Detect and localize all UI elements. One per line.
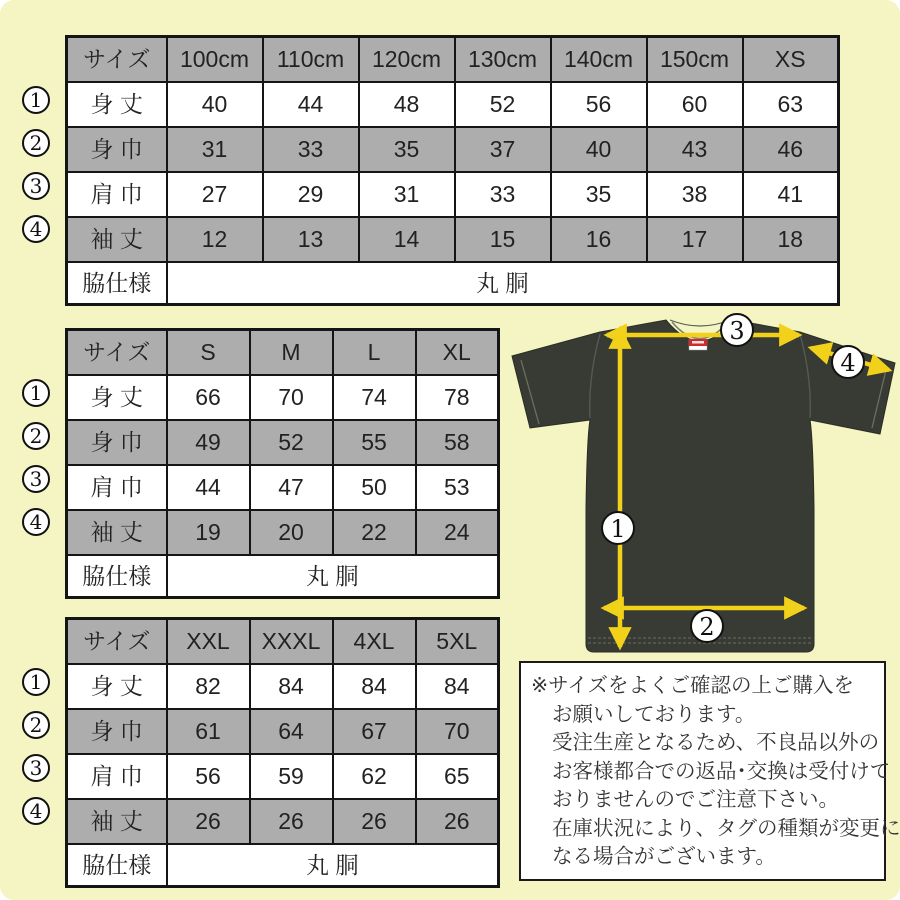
size-value-cell: 56 [551, 82, 647, 127]
size-value-cell: 60 [647, 82, 743, 127]
table-row [67, 375, 499, 420]
notice-line: ※サイズをよくご確認の上ご購入を [531, 674, 855, 697]
row-number-circle: 1 [22, 86, 50, 114]
size-value-cell: 55 [333, 420, 416, 465]
measure-label: 身 巾 [67, 420, 167, 465]
size-value-cell: 67 [333, 709, 416, 754]
size-value-cell: 64 [250, 709, 333, 754]
column-header: S [167, 330, 250, 376]
size-value-cell: 66 [167, 375, 250, 420]
badge-2-label: 2 [699, 613, 715, 641]
column-header: XXL [167, 619, 250, 665]
notice-line: おりませんのでご注意下さい。 [552, 788, 839, 811]
size-value-cell: 20 [250, 510, 333, 555]
size-value-cell: 17 [647, 217, 743, 262]
column-header: M [250, 330, 333, 376]
measure-label: 身 巾 [67, 709, 167, 754]
measure-label: 袖 丈 [67, 799, 167, 844]
column-header: 4XL [333, 619, 416, 665]
size-value-cell: 26 [250, 799, 333, 844]
badge-1-label: 1 [610, 515, 626, 543]
size-value-cell: 59 [250, 754, 333, 799]
row-number-circle: 3 [22, 465, 50, 493]
measure-label: 身 巾 [67, 127, 167, 172]
badge-4-label: 4 [840, 349, 856, 377]
size-value-cell: 40 [167, 82, 263, 127]
size-value-cell: 49 [167, 420, 250, 465]
row-number-circle: 1 [22, 668, 50, 696]
table-row [67, 799, 499, 844]
size-value-cell: 74 [333, 375, 416, 420]
measure-label: 身 丈 [67, 375, 167, 420]
notice-line: お願いしております。 [552, 702, 756, 726]
tshirt-measure-diagram [500, 308, 900, 660]
column-header: XS [743, 37, 839, 83]
measure-label: 袖 丈 [67, 510, 167, 555]
column-header: L [333, 330, 416, 376]
size-header-label: サイズ [67, 619, 167, 665]
size-value-cell: 13 [263, 217, 359, 262]
size-value-cell: 52 [250, 420, 333, 465]
notice-line: 受注生産となるため、不良品以外の [552, 731, 880, 754]
size-value-cell: 82 [167, 664, 250, 709]
table-row [67, 217, 839, 262]
column-header: 110cm [263, 37, 359, 83]
row-number-circle: 4 [22, 215, 50, 243]
size-value-cell: 14 [359, 217, 455, 262]
size-value-cell: 19 [167, 510, 250, 555]
size-value-cell: 26 [167, 799, 250, 844]
column-header: XXXL [250, 619, 333, 665]
size-value-cell: 63 [743, 82, 839, 127]
size-value-cell: 44 [167, 465, 250, 510]
row-number-circle: 4 [22, 508, 50, 536]
size-value-cell: 43 [647, 127, 743, 172]
big-size-table-block [29, 617, 500, 888]
measure-label: 袖 丈 [67, 217, 167, 262]
big-size-table [65, 617, 500, 888]
size-value-cell: 56 [167, 754, 250, 799]
size-value-cell: 33 [455, 172, 551, 217]
size-value-cell: 62 [333, 754, 416, 799]
side-spec-value: 丸 胴 [167, 555, 499, 598]
column-header: 100cm [167, 37, 263, 83]
size-value-cell: 61 [167, 709, 250, 754]
size-value-cell: 84 [333, 664, 416, 709]
size-value-cell: 31 [359, 172, 455, 217]
table-row [67, 754, 499, 799]
size-value-cell: 38 [647, 172, 743, 217]
column-header: 140cm [551, 37, 647, 83]
column-header: 130cm [455, 37, 551, 83]
size-value-cell: 78 [416, 375, 499, 420]
row-number-circle: 4 [22, 797, 50, 825]
size-value-cell: 29 [263, 172, 359, 217]
table-row [67, 420, 499, 465]
size-value-cell: 65 [416, 754, 499, 799]
size-value-cell: 58 [416, 420, 499, 465]
neck-tag [689, 339, 707, 350]
size-value-cell: 48 [359, 82, 455, 127]
column-header: 120cm [359, 37, 455, 83]
size-value-cell: 50 [333, 465, 416, 510]
size-value-cell: 84 [416, 664, 499, 709]
table-row [67, 465, 499, 510]
row-number-circle: 2 [22, 129, 50, 157]
kids-size-table-block [29, 35, 840, 306]
size-header-label: サイズ [67, 37, 167, 83]
size-value-cell: 16 [551, 217, 647, 262]
size-value-cell: 47 [250, 465, 333, 510]
size-value-cell: 24 [416, 510, 499, 555]
size-value-cell: 44 [263, 82, 359, 127]
adult-size-table-block [29, 328, 500, 599]
size-header-label: サイズ [67, 330, 167, 376]
size-value-cell: 33 [263, 127, 359, 172]
size-value-cell: 52 [455, 82, 551, 127]
table-row [67, 172, 839, 217]
notice-line: お客様都合での返品･交換は受付けて [552, 759, 891, 783]
measure-label: 身 丈 [67, 664, 167, 709]
size-value-cell: 18 [743, 217, 839, 262]
kids-size-table [65, 35, 840, 306]
table-row [67, 82, 839, 127]
size-value-cell: 84 [250, 664, 333, 709]
row-number-circle: 3 [22, 172, 50, 200]
size-value-cell: 35 [551, 172, 647, 217]
table-row [67, 709, 499, 754]
measure-label: 肩 巾 [67, 172, 167, 217]
table-row [67, 127, 839, 172]
row-number-circle: 3 [22, 754, 50, 782]
size-value-cell: 37 [455, 127, 551, 172]
size-value-cell: 35 [359, 127, 455, 172]
size-value-cell: 40 [551, 127, 647, 172]
size-value-cell: 26 [333, 799, 416, 844]
badge-3-label: 3 [729, 317, 745, 345]
size-value-cell: 31 [167, 127, 263, 172]
size-value-cell: 53 [416, 465, 499, 510]
measure-label: 身 丈 [67, 82, 167, 127]
purchase-notice-box [519, 661, 900, 881]
side-spec-label: 脇仕様 [67, 555, 167, 598]
notice-line: なる場合がございます。 [552, 845, 776, 868]
row-number-circle: 2 [22, 711, 50, 739]
size-value-cell: 46 [743, 127, 839, 172]
measure-label: 肩 巾 [67, 465, 167, 510]
side-spec-label: 脇仕様 [67, 262, 167, 305]
size-value-cell: 15 [455, 217, 551, 262]
table-row [67, 664, 499, 709]
side-spec-value: 丸 胴 [167, 262, 839, 305]
column-header: 150cm [647, 37, 743, 83]
size-value-cell: 12 [167, 217, 263, 262]
notice-line: 在庫状況により、タグの種類が変更に [552, 816, 900, 840]
size-value-cell: 27 [167, 172, 263, 217]
size-value-cell: 22 [333, 510, 416, 555]
table-row [67, 510, 499, 555]
side-spec-label: 脇仕様 [67, 844, 167, 887]
row-number-circle: 1 [22, 379, 50, 407]
size-value-cell: 41 [743, 172, 839, 217]
row-number-circle: 2 [22, 422, 50, 450]
size-value-cell: 70 [416, 709, 499, 754]
column-header: 5XL [416, 619, 499, 665]
adult-size-table [65, 328, 500, 599]
measure-label: 肩 巾 [67, 754, 167, 799]
size-value-cell: 26 [416, 799, 499, 844]
size-value-cell: 70 [250, 375, 333, 420]
column-header: XL [416, 330, 499, 376]
side-spec-value: 丸 胴 [167, 844, 499, 887]
